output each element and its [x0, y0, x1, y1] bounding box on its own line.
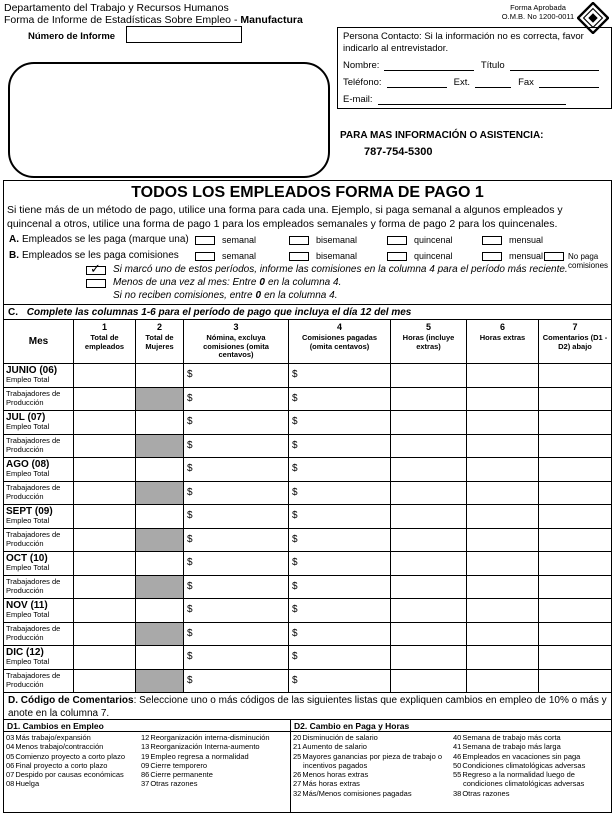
horas-extras-cell[interactable]: [467, 364, 539, 388]
nomina-cell[interactable]: [184, 670, 289, 693]
comisiones-cell[interactable]: [289, 411, 391, 435]
table-row: [4, 599, 611, 623]
comment-code-item: 13Reorganización Interna-aumento: [141, 742, 260, 752]
comment-code-item: 86Cierre permanente: [141, 770, 213, 780]
section-d-text: : Seleccione uno o más códigos de las siguientes listas que expliquen cambios en empleo de 10% o más y anote en la columna 7.: [8, 695, 607, 719]
comment-code-item: 26Menos horas extras: [293, 770, 369, 780]
option-label-mensual: mensual: [509, 235, 544, 245]
comentarios-cell[interactable]: [539, 364, 611, 388]
horas-extras-cell[interactable]: [467, 388, 539, 411]
phone-field[interactable]: [387, 77, 447, 88]
dollar-sign: $: [187, 463, 193, 474]
dollar-sign: $: [187, 675, 193, 686]
comisiones-cell[interactable]: [289, 505, 391, 529]
dollar-sign: $: [187, 651, 193, 662]
production-label-cell: Trabajadores de Producción: [4, 482, 74, 505]
month-label-cell: JUNIO (06) Empleo Total: [4, 364, 74, 388]
horas-cell[interactable]: [391, 458, 467, 482]
pay-form-1-section: [3, 180, 612, 813]
comment-code-item: 50Condiciones climatológicas adversas: [453, 760, 586, 770]
d1-column-2: [141, 733, 288, 789]
shaded-cell: [136, 482, 184, 505]
month-label-cell: AGO (08) Empleo Total: [4, 458, 74, 482]
comment-code-item: 20Disminución de salario: [293, 733, 378, 742]
dollar-sign: $: [292, 557, 298, 568]
contact-phone-row: [343, 77, 606, 88]
total-empleados-cell[interactable]: [74, 458, 136, 482]
dollar-sign: $: [187, 581, 193, 592]
nomina-cell[interactable]: [184, 576, 289, 599]
horas-cell[interactable]: [391, 599, 467, 623]
table-row: [4, 435, 611, 458]
dollar-sign: $: [292, 581, 298, 592]
production-label-cell: Trabajadores de Producción: [4, 576, 74, 599]
table-row: [4, 623, 611, 646]
total-mujeres-cell[interactable]: [136, 646, 184, 670]
table-row: [4, 458, 611, 482]
table-row: [4, 482, 611, 505]
month-label-cell: NOV (11) Empleo Total: [4, 599, 74, 623]
option-label-quincenal: quincenal: [414, 251, 453, 261]
col-header-7: 7 Comentarios (D1 - D2) abajo: [539, 320, 611, 364]
option-label-bisemanal: bisemanal: [316, 251, 358, 261]
horas-cell[interactable]: [391, 435, 467, 458]
name-label: Nombre:: [343, 60, 380, 71]
horas-cell[interactable]: [391, 670, 467, 693]
total-empleados-cell[interactable]: [74, 411, 136, 435]
nomina-cell[interactable]: [184, 623, 289, 646]
dollar-sign: $: [187, 416, 193, 427]
total-empleados-cell[interactable]: [74, 646, 136, 670]
note3-pre: Si no reciben comisiones, entre: [113, 290, 253, 301]
total-empleados-cell[interactable]: [74, 576, 136, 599]
comment-code-item: 04Menos trabajo/contracción: [6, 742, 104, 752]
comisiones-cell[interactable]: [289, 599, 391, 623]
total-empleados-cell[interactable]: [74, 670, 136, 693]
comentarios-cell[interactable]: [539, 482, 611, 505]
note-row-3: [4, 290, 611, 303]
note2-text: [113, 277, 341, 288]
comment-code-item: 03Más trabajo/expansión: [6, 733, 91, 742]
contact-email-row: [343, 94, 606, 105]
comisiones-cell[interactable]: [289, 623, 391, 646]
table-header-row: [4, 320, 611, 364]
dollar-sign: $: [187, 369, 193, 380]
total-empleados-cell[interactable]: [74, 364, 136, 388]
ext-label: Ext.: [453, 77, 471, 88]
dollar-sign: $: [187, 604, 193, 615]
table-row: [4, 552, 611, 576]
total-mujeres-cell[interactable]: [136, 458, 184, 482]
check-icon: ✓: [90, 261, 101, 276]
nomina-cell[interactable]: [184, 599, 289, 623]
horas-cell[interactable]: [391, 576, 467, 599]
production-label-cell: Trabajadores de Producción: [4, 435, 74, 458]
dollar-sign: $: [292, 369, 298, 380]
note2-post: en la columna 4.: [267, 277, 342, 288]
horas-cell[interactable]: [391, 411, 467, 435]
comisiones-cell[interactable]: [289, 646, 391, 670]
col-header-6: 6 Horas extras: [467, 320, 539, 364]
dollar-sign: $: [292, 510, 298, 521]
comment-code-boxes: [4, 719, 611, 812]
section-intro: Si tiene más de un método de pago, utilice una forma para cada una. Ejemplo, si paga semanal a algunos empleados y quincenal a otros, utilice una forma de pago 1 para los empleados semanales y forma de pago 2 para los quincenales.: [7, 204, 563, 230]
d2-column-2: [453, 733, 609, 798]
dollar-sign: $: [187, 557, 193, 568]
ext-field[interactable]: [475, 77, 511, 88]
dollar-sign: $: [187, 510, 193, 521]
comment-code-item: 46Empleados en vacaciones sin paga: [453, 751, 581, 761]
comentarios-cell[interactable]: [539, 623, 611, 646]
row-b-letter: B.: [9, 250, 19, 261]
horas-extras-cell[interactable]: [467, 482, 539, 505]
horas-cell[interactable]: [391, 482, 467, 505]
checkbox-a-semanal[interactable]: [195, 236, 215, 245]
note3-post: en la columna 4.: [264, 290, 338, 301]
comment-code-item: 08Huelga: [6, 779, 40, 789]
comment-code-item: 07Despido por causas económicas: [6, 770, 124, 780]
horas-extras-cell[interactable]: [467, 623, 539, 646]
form-approved-block: [498, 3, 578, 21]
section-title: TODOS LOS EMPLEADOS FORMA DE PAGO 1: [131, 184, 484, 201]
horas-cell[interactable]: [391, 388, 467, 411]
table-row: [4, 576, 611, 599]
dollar-sign: $: [292, 675, 298, 686]
comment-code-item: 41Semana de trabajo más larga: [453, 742, 561, 752]
total-mujeres-cell[interactable]: [136, 599, 184, 623]
checkbox-a-mensual[interactable]: [482, 236, 502, 245]
comment-code-item: 27Más horas extras: [293, 779, 360, 789]
email-label: E-mail:: [343, 94, 373, 105]
col-header-3: 3 Nómina, excluya comisiones (omita centavos): [184, 320, 289, 364]
horas-cell[interactable]: [391, 646, 467, 670]
nomina-cell[interactable]: [184, 364, 289, 388]
comment-code-item: 19Empleo regresa a normalidad: [141, 751, 249, 761]
nomina-cell[interactable]: [184, 505, 289, 529]
section-c-instruction: [4, 304, 611, 319]
comment-code-item: 25Mayores ganancias por pieza de trabajo o incentivos pagados: [293, 751, 443, 770]
shaded-cell: [136, 623, 184, 646]
comisiones-cell[interactable]: [289, 364, 391, 388]
shaded-cell: [136, 670, 184, 693]
form-approved-label: Forma Aprobada: [510, 3, 566, 12]
comment-code-item: 21Aumento de salario: [293, 742, 367, 752]
contact-name-row: [343, 60, 606, 71]
checkbox-a-quincenal[interactable]: [387, 236, 407, 245]
comment-code-item: 37Otras razones: [141, 779, 198, 789]
report-number-label: Número de Informe: [28, 31, 116, 42]
section-c-title: Complete las columnas 1-6 para el período de pago que incluya el día 12 del mes: [26, 307, 412, 318]
dollar-sign: $: [187, 440, 193, 451]
title-label: Título: [480, 60, 505, 71]
option-label-bisemanal: bisemanal: [316, 235, 358, 245]
nomina-cell[interactable]: [184, 482, 289, 505]
contact-intro: Persona Contacto: Si la información no es correcta, favor indicarlo al entrevistador.: [343, 31, 584, 54]
comisiones-cell[interactable]: [289, 576, 391, 599]
col-header-4: 4 Comisiones pagadas (omita centavos): [289, 320, 391, 364]
d2-box: [291, 720, 611, 812]
d2-column-1: [293, 733, 453, 798]
horas-cell[interactable]: [391, 623, 467, 646]
horas-cell[interactable]: [391, 529, 467, 552]
horas-cell[interactable]: [391, 552, 467, 576]
comentarios-cell[interactable]: [539, 670, 611, 693]
note2-pre: Menos de una vez al mes: Entre: [113, 277, 257, 288]
phone-label: Teléfono:: [343, 77, 382, 88]
fax-field[interactable]: [539, 77, 599, 88]
horas-extras-cell[interactable]: [467, 599, 539, 623]
d1-title: D1. Cambios en Empleo: [4, 720, 290, 732]
comentarios-cell[interactable]: [539, 505, 611, 529]
email-field[interactable]: [378, 94, 566, 105]
note3-text: [113, 290, 337, 301]
nomina-cell[interactable]: [184, 435, 289, 458]
assistance-label: PARA MAS INFORMACIÓN O ASISTENCIA:: [340, 130, 544, 141]
comisiones-cell[interactable]: [289, 482, 391, 505]
comisiones-cell[interactable]: [289, 458, 391, 482]
comment-code-item: 55Regreso a la normalidad luego de condiciones climatológicas adversas: [453, 770, 585, 789]
total-mujeres-cell[interactable]: [136, 364, 184, 388]
horas-extras-cell[interactable]: [467, 458, 539, 482]
production-label-cell: Trabajadores de Producción: [4, 670, 74, 693]
option-label-quincenal: quincenal: [414, 235, 453, 245]
dollar-sign: $: [187, 393, 193, 404]
shaded-cell: [136, 435, 184, 458]
note2-zero: 0: [259, 277, 265, 288]
col-header-5: 5 Horas (incluye extras): [391, 320, 467, 364]
month-label-cell: JUL (07) Empleo Total: [4, 411, 74, 435]
comentarios-cell[interactable]: [539, 411, 611, 435]
comentarios-cell[interactable]: [539, 388, 611, 411]
table-row: [4, 388, 611, 411]
pay-frequency-row-a: [4, 233, 611, 249]
comisiones-cell[interactable]: [289, 670, 391, 693]
contact-box: [337, 27, 612, 109]
note-row-2: [4, 277, 611, 290]
checkbox-b-bisemanal[interactable]: [289, 252, 309, 261]
section-d-title: D. Código de Comentarios: [8, 695, 134, 706]
dollar-sign: $: [292, 604, 298, 615]
report-number-input[interactable]: [126, 26, 242, 43]
total-mujeres-cell[interactable]: [136, 552, 184, 576]
comment-code-item: 38Otras razones: [453, 788, 510, 798]
comment-code-item: 06Final proyecto a corto plazo: [6, 760, 108, 770]
dollar-sign: $: [292, 416, 298, 427]
horas-extras-cell[interactable]: [467, 505, 539, 529]
comment-code-item: 05Comienzo proyecto a corto plazo: [6, 751, 125, 761]
horas-cell[interactable]: [391, 364, 467, 388]
dollar-sign: $: [187, 534, 193, 545]
nomina-cell[interactable]: [184, 646, 289, 670]
month-label-cell: DIC (12) Empleo Total: [4, 646, 74, 670]
fax-label: Fax: [518, 77, 534, 88]
comentarios-cell[interactable]: [539, 529, 611, 552]
option-label-mensual: mensual: [509, 251, 544, 261]
table-row: [4, 646, 611, 670]
nomina-cell[interactable]: [184, 411, 289, 435]
row-b-text: Empleados se les paga comisiones: [22, 250, 179, 261]
col-header-mes: Mes: [4, 320, 74, 364]
option-label-semanal: semanal: [222, 235, 257, 245]
checkbox-no-commissions[interactable]: [544, 252, 564, 261]
monthly-data-table: [4, 319, 611, 693]
section-d-heading: [4, 693, 611, 719]
note3-zero: 0: [255, 290, 262, 301]
total-mujeres-cell[interactable]: [136, 505, 184, 529]
dollar-sign: $: [292, 534, 298, 545]
comment-code-item: 09Cierre temporero: [141, 760, 208, 770]
col-header-1: 1 Total de empleados: [74, 320, 136, 364]
comisiones-cell[interactable]: [289, 552, 391, 576]
horas-extras-cell[interactable]: [467, 411, 539, 435]
row-a-text: Empleados se les paga (marque una): [22, 234, 189, 245]
total-empleados-cell[interactable]: [74, 482, 136, 505]
comment-code-item: 12Reorganización interna-disminución: [141, 733, 270, 742]
table-row: [4, 411, 611, 435]
d1-box: [4, 720, 291, 812]
shaded-cell: [136, 388, 184, 411]
total-empleados-cell[interactable]: [74, 388, 136, 411]
horas-extras-cell[interactable]: [467, 435, 539, 458]
comment-code-item: 32Más/Menos comisiones pagadas: [293, 788, 412, 798]
row-a-letter: A.: [9, 234, 19, 245]
horas-extras-cell[interactable]: [467, 670, 539, 693]
title-field[interactable]: [510, 60, 599, 71]
option-label-semanal: semanal: [222, 251, 257, 261]
table-row: [4, 505, 611, 529]
section-c-letter: C.: [8, 307, 18, 318]
note2-checkbox[interactable]: [86, 279, 106, 288]
address-window: [8, 62, 330, 178]
dollar-sign: $: [292, 487, 298, 498]
production-label-cell: Trabajadores de Producción: [4, 388, 74, 411]
dollar-sign: $: [187, 487, 193, 498]
nomina-cell[interactable]: [184, 458, 289, 482]
production-label-cell: Trabajadores de Producción: [4, 529, 74, 552]
horas-extras-cell[interactable]: [467, 552, 539, 576]
d2-title: D2. Cambio en Paga y Horas: [291, 720, 611, 732]
assistance-phone: 787-754-5300: [364, 146, 433, 158]
table-row: [4, 364, 611, 388]
comentarios-cell[interactable]: [539, 552, 611, 576]
dollar-sign: $: [292, 628, 298, 639]
total-empleados-cell[interactable]: [74, 435, 136, 458]
horas-extras-cell[interactable]: [467, 529, 539, 552]
no-commissions-label: No paga comisiones: [568, 252, 609, 270]
horas-extras-cell[interactable]: [467, 576, 539, 599]
shaded-cell: [136, 529, 184, 552]
comisiones-cell[interactable]: [289, 529, 391, 552]
comentarios-cell[interactable]: [539, 576, 611, 599]
nomina-cell[interactable]: [184, 529, 289, 552]
checkbox-b-mensual[interactable]: [482, 252, 502, 261]
nomina-cell[interactable]: [184, 552, 289, 576]
comentarios-cell[interactable]: [539, 646, 611, 670]
table-row: [4, 670, 611, 693]
horas-cell[interactable]: [391, 505, 467, 529]
col-header-2: 2 Total de Mujeres: [136, 320, 184, 364]
omb-number: O.M.B. No 1200-0011: [501, 12, 575, 21]
form-name-line: [4, 14, 303, 26]
note1-text: Si marcó uno de estos períodos, informe las comisiones en la columna 4 para el período más reciente.: [113, 264, 568, 275]
d1-column-1: [6, 733, 141, 789]
checkbox-b-semanal[interactable]: [195, 252, 215, 261]
form-name-text: Forma de Informe de Estadísticas Sobre Empleo -: [4, 14, 241, 26]
shaded-cell: [136, 576, 184, 599]
month-label-cell: SEPT (09) Empleo Total: [4, 505, 74, 529]
dollar-sign: $: [292, 393, 298, 404]
comentarios-cell[interactable]: [539, 599, 611, 623]
dollar-sign: $: [292, 463, 298, 474]
table-row: [4, 529, 611, 552]
production-label-cell: Trabajadores de Producción: [4, 623, 74, 646]
horas-extras-cell[interactable]: [467, 646, 539, 670]
total-empleados-cell[interactable]: [74, 529, 136, 552]
checkbox-b-quincenal[interactable]: [387, 252, 407, 261]
total-empleados-cell[interactable]: [74, 505, 136, 529]
dollar-sign: $: [292, 651, 298, 662]
dollar-sign: $: [292, 440, 298, 451]
total-empleados-cell[interactable]: [74, 552, 136, 576]
name-field[interactable]: [384, 60, 473, 71]
comment-code-item: 40Semana de trabajo más corta: [453, 733, 561, 742]
checkbox-a-bisemanal[interactable]: [289, 236, 309, 245]
dollar-sign: $: [187, 628, 193, 639]
month-label-cell: OCT (10) Empleo Total: [4, 552, 74, 576]
form-name-bold: Manufactura: [240, 14, 303, 26]
total-mujeres-cell[interactable]: [136, 411, 184, 435]
comentarios-cell[interactable]: [539, 458, 611, 482]
total-empleados-cell[interactable]: [74, 623, 136, 646]
nomina-cell[interactable]: [184, 388, 289, 411]
department-name: Departamento del Trabajo y Recursos Humanos: [4, 2, 229, 14]
comentarios-cell[interactable]: [539, 435, 611, 458]
comisiones-cell[interactable]: [289, 435, 391, 458]
comisiones-cell[interactable]: [289, 388, 391, 411]
total-empleados-cell[interactable]: [74, 599, 136, 623]
